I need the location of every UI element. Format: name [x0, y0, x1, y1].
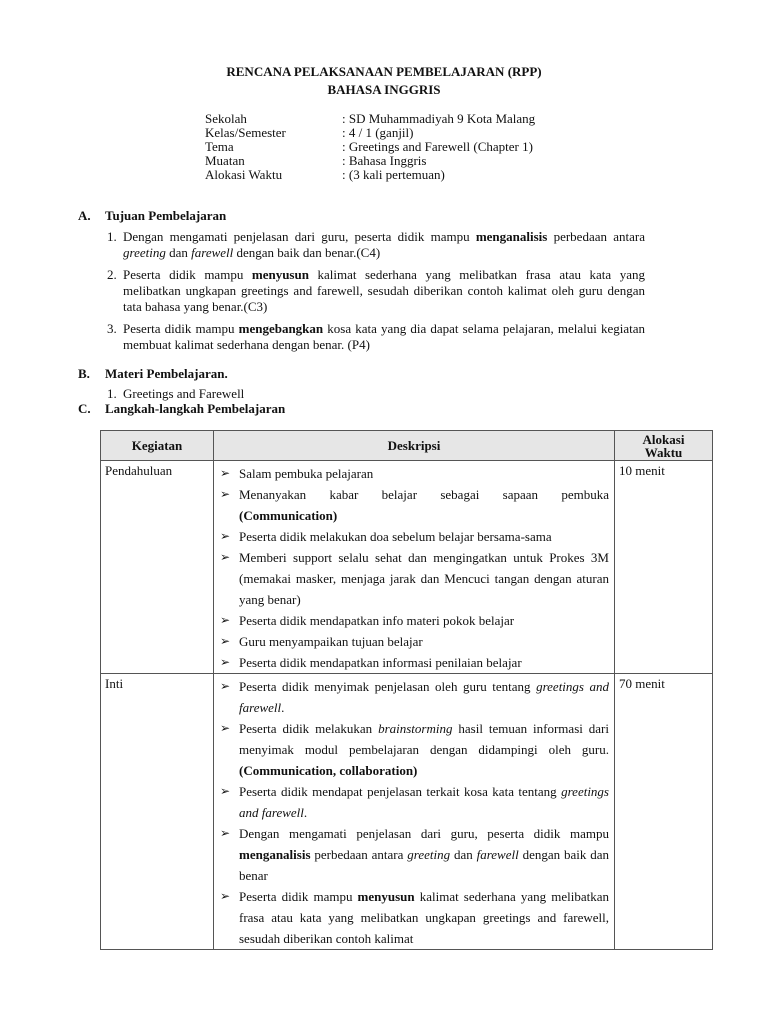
arrow-bullet-icon: ➢ [220, 826, 231, 840]
text: Memberi support selalu sehat dan mengingatkan untuk Prokes 3M (memakai masker, menjaga jarak dan Mencuci tangan dengan aturan yang benar) [239, 550, 609, 607]
arrow-bullet-icon: ➢ [220, 550, 231, 564]
list-item [220, 547, 609, 610]
bold-text: menyusun [357, 889, 415, 904]
identity-row [205, 126, 535, 140]
identity-key: Kelas/Semester [205, 125, 286, 140]
text: kalimat sederhana yang melibatkan frasa atau kata yang melibatkan ungkapan greetings and farewell, sesudah diberikan contoh kalimat [239, 889, 609, 946]
text: Dengan mengamati penjelasan dari guru, peserta didik mampu [239, 826, 609, 841]
list-item [220, 526, 609, 547]
text: Peserta didik menyimak penjelasan oleh guru tentang [239, 679, 537, 694]
identity-row [205, 154, 535, 168]
italic-text: greeting [123, 245, 166, 260]
text: . [303, 805, 308, 820]
identity-row [205, 168, 535, 182]
arrow-bullet-icon: ➢ [220, 679, 231, 693]
objective-item [107, 229, 645, 261]
text: Peserta didik mendapatkan info materi pokok belajar [239, 613, 515, 628]
bold-text: mengebangkan [238, 321, 324, 336]
table-row-inti [101, 674, 713, 950]
section-letter: B. [78, 366, 90, 381]
arrow-bullet-icon: ➢ [220, 466, 231, 480]
list-item [220, 823, 609, 886]
list-item [220, 676, 609, 718]
text: Salam pembuka pelajaran [239, 466, 374, 481]
bold-text: menganalisis [475, 229, 548, 244]
header-alokasi-waktu [615, 431, 713, 461]
objective-item [107, 321, 645, 353]
section-c-heading [78, 401, 285, 417]
table-row-pendahuluan [101, 461, 713, 674]
identity-key: Tema [205, 139, 234, 154]
table-header-row [101, 431, 713, 461]
arrow-bullet-icon: ➢ [220, 655, 231, 669]
italic-text: farewell [476, 847, 519, 862]
header-waktu: Waktu [644, 444, 683, 460]
text: Dengan mengamati penjelasan dari guru, peserta didik mampu [123, 229, 476, 244]
text: dengan baik dan benar [239, 847, 609, 883]
item-number: 1. [107, 386, 117, 401]
kegiatan-cell: Inti [101, 674, 214, 950]
list-item [220, 484, 609, 526]
bold-text: (Communication, collaboration) [239, 763, 418, 778]
italic-text: greetings and farewell [239, 784, 609, 820]
list-item [220, 652, 609, 673]
text: dan [450, 847, 477, 862]
arrow-bullet-icon: ➢ [220, 613, 231, 627]
section-a-heading [78, 208, 226, 224]
identity-table [205, 112, 535, 182]
objective-item [107, 267, 645, 315]
identity-value: : (3 kali pertemuan) [342, 167, 445, 182]
deskripsi-cell [214, 461, 615, 674]
arrow-bullet-icon: ➢ [220, 784, 231, 798]
document-subtitle: BAHASA INGGRIS [327, 82, 441, 97]
arrow-bullet-icon: ➢ [220, 529, 231, 543]
steps-table [100, 430, 713, 950]
section-letter: A. [78, 208, 91, 223]
list-item [220, 631, 609, 652]
item-number: 1. [107, 229, 117, 244]
text: perbedaan antara [310, 847, 408, 862]
identity-value: : SD Muhammadiyah 9 Kota Malang [342, 111, 536, 126]
header-deskripsi: Deskripsi [214, 431, 615, 461]
text: kalimat sederhana yang melibatkan frasa atau kata yang melibatkan ungkapan greetings and farewell, sesudah diberikan contoh kalimat oleh guru dengan tata bahasa yang benar.(C3) [123, 267, 645, 314]
text: Peserta didik melakukan doa sebelum belajar bersama-sama [239, 529, 552, 544]
list-item [220, 781, 609, 823]
text: Peserta didik mampu [123, 267, 252, 282]
text: Peserta didik mendapatkan informasi penilaian belajar [239, 655, 522, 670]
alokasi-cell: 10 menit [615, 461, 713, 674]
text: perbedaan antara [547, 229, 645, 244]
text: Peserta didik mampu [123, 321, 239, 336]
objectives-list [107, 229, 645, 359]
section-letter: C. [78, 401, 91, 416]
list-item [220, 718, 609, 781]
identity-row [205, 140, 535, 154]
arrow-bullet-icon: ➢ [220, 889, 231, 903]
identity-value: : Greetings and Farewell (Chapter 1) [342, 139, 533, 154]
deskripsi-cell [214, 674, 615, 950]
kegiatan-cell: Pendahuluan [101, 461, 214, 674]
identity-key: Muatan [205, 153, 245, 168]
section-title: Materi Pembelajaran. [105, 366, 228, 381]
document-title: RENCANA PELAKSANAAN PEMBELAJARAN (RPP) [226, 64, 542, 79]
item-number: 2. [107, 267, 117, 282]
list-item [220, 463, 609, 484]
bold-text: (Communication) [239, 508, 338, 523]
bold-text: menyusun [251, 267, 309, 282]
bold-text: menganalisis [239, 847, 311, 862]
text: Guru menyampaikan tujuan belajar [239, 634, 423, 649]
arrow-bullet-icon: ➢ [220, 721, 231, 735]
italic-text: greetings and farewell [239, 679, 609, 715]
identity-row [205, 112, 535, 126]
text: dengan baik dan benar.(C4) [233, 245, 381, 260]
material-text: Greetings and Farewell [123, 386, 245, 401]
identity-key: Sekolah [205, 111, 247, 126]
material-item [107, 386, 645, 402]
text: kosa kata yang dia dapat selama pelajaran, melalui kegiatan membuat kalimat sederhana dengan benar. (P4) [123, 321, 646, 352]
section-title: Langkah-langkah Pembelajaran [105, 401, 286, 416]
identity-key: Alokasi Waktu [205, 167, 283, 182]
text: Peserta didik mendapat penjelasan terkait kosa kata tentang [239, 784, 562, 799]
header-alokasi: Alokasi [642, 431, 685, 447]
text: Peserta didik mampu [239, 889, 358, 904]
italic-text: brainstorming [378, 721, 453, 736]
section-b-heading [78, 366, 228, 382]
text: Menanyakan kabar belajar sebagai sapaan pembuka [239, 487, 609, 502]
section-title: Tujuan Pembelajaran [105, 208, 227, 223]
header-kegiatan: Kegiatan [101, 431, 214, 461]
identity-value: : 4 / 1 (ganjil) [342, 125, 414, 140]
list-item [220, 886, 609, 949]
list-item [220, 610, 609, 631]
alokasi-cell: 70 menit [615, 674, 713, 950]
arrow-bullet-icon: ➢ [220, 634, 231, 648]
italic-text: farewell [191, 245, 234, 260]
item-number: 3. [107, 321, 117, 336]
text: dan [165, 245, 192, 260]
arrow-bullet-icon: ➢ [220, 487, 231, 501]
identity-value: : Bahasa Inggris [342, 153, 427, 168]
text: Peserta didik melakukan [239, 721, 379, 736]
text: hasil temuan informasi dari menyimak modul pembelajaran dengan didampingi oleh guru. [239, 721, 609, 757]
text: . [281, 700, 285, 715]
italic-text: greeting [407, 847, 451, 862]
